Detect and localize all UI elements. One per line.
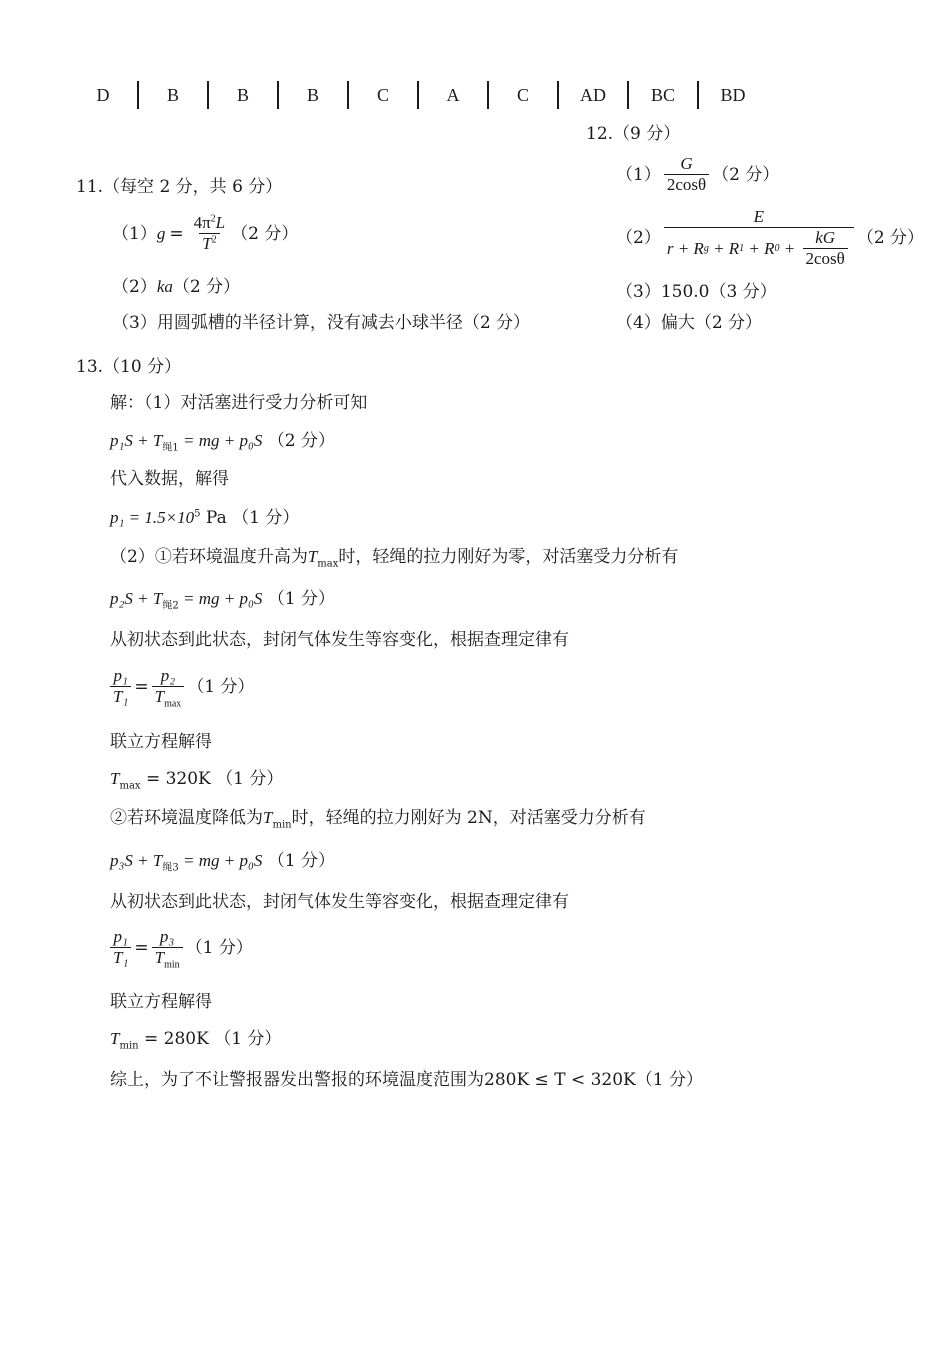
- q13-eq8-score: （1 分）: [214, 1029, 282, 1049]
- q13-eq1-sub: 绳1: [162, 442, 179, 454]
- q13-line5: [110, 545, 678, 569]
- q13-eq7-n1: p₁: [113, 927, 128, 946]
- q13-eq7-n2: p₃: [159, 927, 175, 946]
- q13-eq7-score: （1 分）: [185, 937, 253, 958]
- q12-part2: [616, 208, 924, 268]
- answer-divider: [207, 81, 209, 109]
- q11-den-T: T: [202, 234, 212, 253]
- answer-5: C: [376, 84, 389, 105]
- q13-eq8: [110, 1027, 281, 1051]
- q13-line5-sub: max: [317, 558, 339, 570]
- q12-part2-den: r + R g + R 1 + R 0 + $\frac{kG}{2\cos\theta}$: [664, 227, 854, 268]
- q12-part1: [616, 155, 779, 194]
- answer-10: BD: [720, 84, 746, 105]
- answer-3: B: [236, 84, 249, 105]
- q13-eq5-rhs: = 320K: [140, 769, 211, 789]
- q13-eq3-lhs: p₂S + T: [110, 589, 163, 608]
- q13-eq8-T: T: [110, 1029, 120, 1048]
- q11-num-4pi: 4π: [193, 213, 211, 232]
- q13-eq7-d2: [152, 947, 183, 971]
- q12-den-term-r1: + R: [708, 238, 740, 258]
- q13-conclusion: [110, 1068, 703, 1092]
- q13-conclusion-text: 综上，为了不让警报器发出警报的环境温度范围为: [110, 1070, 484, 1090]
- q13-eq3-sub: 绳2: [162, 600, 179, 612]
- q13-eq6-rhs: = mg + p₀S: [178, 851, 263, 870]
- q13-eq1: [110, 429, 335, 453]
- answer-divider: [557, 81, 559, 109]
- q13-title: 13.（10 分）: [76, 357, 182, 377]
- q13-eq2: [110, 506, 299, 530]
- q13-eq6: [110, 849, 335, 873]
- q11-part1-lhs: g: [156, 223, 166, 243]
- q13-eq7: [110, 927, 253, 971]
- q12-part2-num: E: [753, 207, 765, 226]
- q12-part1-label: （1）: [616, 164, 661, 185]
- q13-eq4-n1: p₁: [113, 666, 128, 685]
- q13-eq7-frac2: [152, 927, 183, 971]
- q13-line11: [110, 806, 646, 830]
- q13-eq3-score: （1 分）: [267, 589, 335, 609]
- q13-line11-a: ②若环境温度降低为: [110, 808, 263, 828]
- q12-part4: （4）偏大（2 分）: [616, 313, 763, 333]
- q13-eq4-frac2: [152, 666, 185, 710]
- answer-divider: [627, 81, 629, 109]
- answer-divider: [697, 81, 699, 109]
- q13-line5-b: 时，轻绳的拉力刚好为零，对活塞受力分析有: [338, 547, 679, 567]
- answer-7: C: [516, 84, 529, 105]
- q11-part1: [112, 214, 298, 253]
- q13-eq8-rhs: = 280K: [138, 1029, 209, 1049]
- q13-eq7-d2-T: T: [154, 948, 165, 967]
- answer-divider: [347, 81, 349, 109]
- q13-line15: 联立方程解得: [110, 992, 212, 1012]
- q13-eq4-d1: T₁: [110, 686, 131, 706]
- answer-divider: [137, 81, 139, 109]
- q11-part2-label: （2）: [112, 277, 157, 297]
- q11-part1-den: [199, 233, 219, 253]
- q12-part1-fraction: [664, 155, 709, 194]
- q11-title: 11.（每空 2 分，共 6 分）: [76, 177, 283, 197]
- q13-line11-sub: min: [272, 819, 292, 831]
- q13-eq1-score: （2 分）: [267, 431, 335, 451]
- q12-part2-label: （2）: [616, 228, 661, 248]
- q12-den-term-r: r + R: [666, 238, 704, 258]
- q13-line3: 代入数据，解得: [110, 469, 229, 489]
- q13-eq1-lhs: p₁S + T: [110, 431, 163, 450]
- q13-eq3-rhs: = mg + p₀S: [178, 589, 263, 608]
- q13-line1: 解：（1）对活塞进行受力分析可知: [110, 393, 368, 413]
- q13-eq5-sub: max: [119, 780, 141, 792]
- q13-eq4-equals: =: [134, 676, 149, 697]
- q13-eq6-score: （1 分）: [267, 851, 335, 871]
- q13-line11-T: T: [263, 808, 273, 827]
- answer-8: AD: [580, 84, 606, 105]
- q13-eq6-lhs: p₃S + T: [110, 851, 163, 870]
- q13-eq3: [110, 587, 335, 611]
- q13-eq4-n2: p₂: [160, 666, 176, 685]
- q13-eq4-frac1: [110, 667, 131, 706]
- q13-eq7-d1: T₁: [110, 947, 131, 967]
- q11-part1-score: （2 分）: [231, 223, 299, 244]
- answer-divider: [487, 81, 489, 109]
- q12-part3: （3）150.0（3 分）: [616, 282, 777, 302]
- answer-2: B: [166, 84, 179, 105]
- q13-eq5-T: T: [110, 769, 120, 788]
- q13-eq4-score: （1 分）: [187, 676, 255, 697]
- answer-divider: [417, 81, 419, 109]
- q13-conclusion-score: （1 分）: [635, 1070, 703, 1090]
- q13-eq2-score: （1 分）: [232, 508, 300, 528]
- answer-1: D: [96, 84, 110, 105]
- q12-title: 12.（9 分）: [586, 124, 681, 144]
- q13-eq5: [110, 767, 283, 791]
- answer-divider: [277, 81, 279, 109]
- q13-line7: 从初状态到此状态，封闭气体发生等容变化，根据查理定律有: [110, 630, 569, 650]
- q12-inner-den: 2cosθ: [803, 248, 848, 268]
- q12-part2-score: （2 分）: [856, 228, 925, 248]
- q11-part2-score: （2 分）: [172, 277, 241, 297]
- q13-eq8-sub: min: [119, 1040, 139, 1052]
- q11-part1-label: （1）: [112, 223, 157, 244]
- q12-inner-fraction: [803, 229, 848, 268]
- answer-6: A: [446, 84, 460, 105]
- q13-eq7-d2-sub: min: [164, 959, 180, 971]
- q12-part2-fraction: [664, 208, 854, 268]
- q13-eq5-score: （1 分）: [216, 769, 284, 789]
- q11-part2-answer: ka: [156, 277, 173, 296]
- q11-equals: =: [169, 223, 184, 244]
- q12-part1-score: （2 分）: [712, 164, 780, 185]
- q13-line5-a: （2）①若环境温度升高为: [110, 547, 308, 567]
- q13-line9: 联立方程解得: [110, 732, 212, 752]
- q13-line11-b: 时，轻绳的拉力刚好为 2N，对活塞受力分析有: [291, 808, 646, 828]
- q13-line5-T: T: [307, 547, 318, 566]
- q11-num-sup: 2: [210, 213, 216, 225]
- q13-eq2-sup: 5: [194, 508, 201, 520]
- q13-eq4-d2-T: T: [154, 687, 165, 706]
- q13-eq4: [110, 666, 255, 710]
- q12-inner-num: kG: [815, 228, 836, 247]
- q11-part1-num: [191, 214, 229, 233]
- q13-eq6-sub: 绳3: [162, 862, 179, 874]
- q11-part2: [112, 275, 240, 299]
- answer-4: B: [306, 84, 319, 105]
- q12-den-plus: +: [779, 238, 800, 258]
- q12-part1-den: 2cosθ: [664, 174, 709, 194]
- answer-row: [72, 80, 764, 110]
- q13-eq4-d2-sub: max: [164, 698, 182, 710]
- q13-eq1-rhs: = mg + p₀S: [178, 431, 263, 450]
- q12-part1-num: G: [680, 154, 693, 173]
- q13-conclusion-range: 280K ≤ T < 320K: [484, 1070, 636, 1090]
- q13-line13: 从初状态到此状态，封闭气体发生等容变化，根据查理定律有: [110, 892, 569, 912]
- q13-eq7-equals: =: [134, 937, 149, 958]
- q11-num-L: L: [215, 213, 226, 232]
- q11-den-sup: 2: [211, 234, 217, 246]
- q11-part1-fraction: [191, 214, 229, 253]
- answer-9: BC: [650, 84, 675, 105]
- q11-part3: （3）用圆弧槽的半径计算，没有减去小球半径（2 分）: [112, 313, 531, 333]
- q12-den-term-r0: + R: [744, 238, 775, 258]
- q13-eq2-lhs: p₁ = 1.5×10: [110, 508, 195, 527]
- q13-eq4-d2: [152, 686, 185, 710]
- q13-eq7-frac1: [110, 928, 131, 967]
- q13-eq2-unit: Pa: [200, 508, 227, 528]
